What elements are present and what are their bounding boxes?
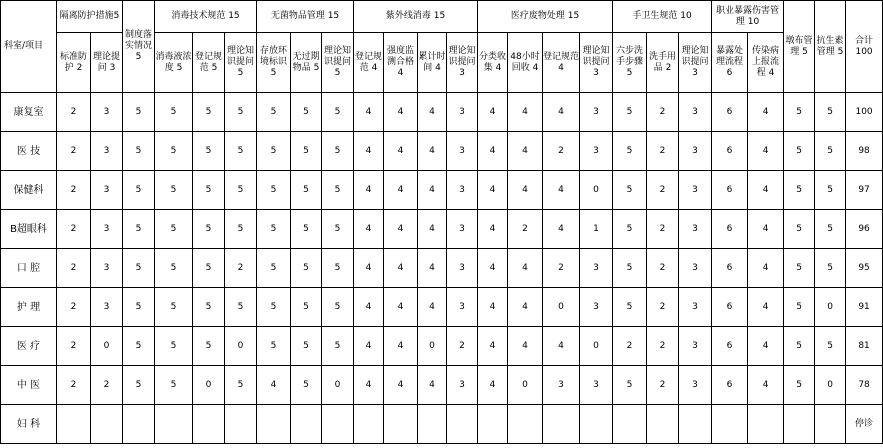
table-row: [1, 132, 883, 171]
dept-cell: 口 腔: [1, 249, 57, 288]
score-cell: 5: [613, 210, 647, 249]
score-cell: 2: [613, 327, 647, 366]
score-cell: 4: [354, 132, 384, 171]
score-cell: 4: [418, 93, 447, 132]
score-cell: 4: [384, 93, 418, 132]
score-cell: 5: [784, 249, 815, 288]
score-cell: [748, 405, 784, 444]
score-cell: 3: [580, 93, 613, 132]
score-cell: 3: [679, 93, 712, 132]
score-cell: 5: [322, 93, 354, 132]
score-cell: 4: [478, 366, 508, 405]
score-cell: 4: [748, 93, 784, 132]
score-cell: 0: [580, 327, 613, 366]
score-cell: 5: [225, 93, 257, 132]
score-cell: 5: [193, 132, 225, 171]
st-exp-header: 无过期物品 5: [291, 33, 322, 93]
uv-header: 紫外线消毒 15: [354, 1, 478, 33]
iso-std-header: 标准防护 2: [57, 33, 91, 93]
score-cell: 4: [354, 288, 384, 327]
antibiotic-header: 抗生素管理 5: [815, 1, 846, 93]
score-cell: 6: [712, 327, 748, 366]
score-cell: 5: [784, 327, 815, 366]
score-cell: [478, 405, 508, 444]
score-cell: 2: [647, 288, 679, 327]
score-cell: 5: [123, 210, 155, 249]
score-cell: 4: [354, 366, 384, 405]
score-cell: [155, 405, 193, 444]
score-cell: 5: [193, 93, 225, 132]
uv-time-header: 累计时间 4: [418, 33, 447, 93]
score-cell: 3: [447, 171, 478, 210]
score-cell: 0: [508, 366, 543, 405]
score-cell: 5: [225, 132, 257, 171]
score-cell: [447, 405, 478, 444]
score-cell: 5: [123, 132, 155, 171]
score-cell: 5: [291, 366, 322, 405]
score-cell: 5: [123, 366, 155, 405]
score-cell: 4: [384, 249, 418, 288]
table-row: [1, 249, 883, 288]
score-cell: 5: [784, 171, 815, 210]
score-cell: 5: [322, 171, 354, 210]
score-cell: 2: [57, 210, 91, 249]
dept-cell: 保健科: [1, 171, 57, 210]
score-cell: 5: [322, 327, 354, 366]
score-cell: 4: [418, 288, 447, 327]
score-cell: 5: [123, 249, 155, 288]
score-cell: 3: [543, 366, 580, 405]
score-cell: [193, 405, 225, 444]
iso-ask-header: 理论提问 3: [91, 33, 123, 93]
score-cell: 5: [193, 249, 225, 288]
score-cell: 5: [815, 249, 846, 288]
score-cell: 4: [257, 366, 291, 405]
score-cell: 5: [291, 93, 322, 132]
score-cell: 5: [613, 132, 647, 171]
score-cell: 3: [447, 210, 478, 249]
score-cell: [291, 405, 322, 444]
score-cell: [613, 405, 647, 444]
w-reg-header: 登记规范 4: [543, 33, 580, 93]
score-cell: 2: [647, 210, 679, 249]
score-cell: 5: [322, 132, 354, 171]
score-cell: 4: [418, 249, 447, 288]
score-cell: 0: [815, 288, 846, 327]
score-cell: 5: [225, 366, 257, 405]
w-48-header: 48小时回收 4: [508, 33, 543, 93]
score-cell: 5: [257, 171, 291, 210]
score-cell: [580, 405, 613, 444]
table-row: [1, 171, 883, 210]
st-env-header: 存放环境标识 5: [257, 33, 291, 93]
score-cell: 2: [57, 249, 91, 288]
score-cell: 2: [57, 366, 91, 405]
score-cell: 4: [354, 93, 384, 132]
score-cell: 4: [748, 210, 784, 249]
score-cell: 4: [478, 171, 508, 210]
system-header: 制度落实情况 5: [123, 1, 155, 93]
score-cell: 4: [478, 288, 508, 327]
score-cell: 3: [679, 249, 712, 288]
table-row: [1, 93, 883, 132]
score-cell: 5: [322, 288, 354, 327]
score-cell: 5: [193, 171, 225, 210]
score-cell: 5: [815, 210, 846, 249]
dept-cell: 妇 科: [1, 405, 57, 444]
score-cell: 5: [123, 171, 155, 210]
score-cell: 4: [354, 210, 384, 249]
score-cell: 3: [447, 249, 478, 288]
score-cell: 5: [815, 171, 846, 210]
score-cell: 2: [647, 171, 679, 210]
score-cell: 3: [91, 249, 123, 288]
score-cell: 5: [322, 210, 354, 249]
score-cell: [91, 405, 123, 444]
e-proc-header: 暴露处理流程 6: [712, 33, 748, 93]
score-cell: 4: [384, 210, 418, 249]
dept-cell: 医 疗: [1, 327, 57, 366]
dept-cell: 医 技: [1, 132, 57, 171]
score-cell: 5: [784, 366, 815, 405]
score-cell: 2: [647, 327, 679, 366]
disinfect-header: 消毒技术规范 15: [155, 1, 257, 33]
uv-ask-header: 理论知识提问 3: [447, 33, 478, 93]
exposure-header: 职业暴露伤害管理 10: [712, 1, 784, 33]
dis-ask-header: 理论知识提问 5: [225, 33, 257, 93]
score-cell: 5: [257, 93, 291, 132]
score-cell: 5: [613, 171, 647, 210]
score-cell: 0: [225, 327, 257, 366]
total-cell: 81: [846, 327, 883, 366]
score-cell: 2: [543, 132, 580, 171]
score-cell: 2: [447, 327, 478, 366]
score-cell: 3: [580, 249, 613, 288]
sterile-header: 无菌物品管理 15: [257, 1, 354, 33]
fabric-header: 墩布管理 5: [784, 1, 815, 93]
score-cell: 5: [193, 327, 225, 366]
score-cell: 4: [508, 327, 543, 366]
dept-header: 科室/项目: [1, 1, 57, 93]
score-cell: 5: [225, 171, 257, 210]
score-cell: 5: [155, 171, 193, 210]
score-cell: 5: [815, 327, 846, 366]
table-row: [1, 327, 883, 366]
score-cell: 0: [815, 366, 846, 405]
score-cell: 1: [580, 210, 613, 249]
total-cell: 100: [846, 93, 883, 132]
score-cell: [257, 405, 291, 444]
score-cell: 2: [543, 249, 580, 288]
score-cell: 4: [748, 288, 784, 327]
w-ask-header: 理论知识提问 3: [580, 33, 613, 93]
score-cell: 4: [384, 132, 418, 171]
score-cell: 0: [418, 327, 447, 366]
total-cell: 95: [846, 249, 883, 288]
score-cell: [784, 405, 815, 444]
total-cell: 停诊: [846, 405, 883, 444]
dept-cell: 护 理: [1, 288, 57, 327]
score-cell: [354, 405, 384, 444]
score-cell: 2: [647, 93, 679, 132]
score-cell: 5: [225, 210, 257, 249]
score-cell: 3: [580, 288, 613, 327]
score-cell: 2: [57, 171, 91, 210]
score-cell: 6: [712, 93, 748, 132]
score-cell: [384, 405, 418, 444]
score-cell: 4: [748, 366, 784, 405]
score-cell: 3: [91, 210, 123, 249]
score-cell: 5: [784, 132, 815, 171]
score-cell: 5: [257, 249, 291, 288]
table-body: [1, 93, 883, 444]
score-cell: 3: [580, 366, 613, 405]
dept-cell: 康复室: [1, 93, 57, 132]
score-cell: 2: [508, 210, 543, 249]
score-cell: [322, 405, 354, 444]
score-cell: 5: [291, 171, 322, 210]
score-cell: 6: [712, 210, 748, 249]
score-cell: 3: [91, 288, 123, 327]
score-cell: 3: [679, 132, 712, 171]
score-cell: 2: [647, 366, 679, 405]
total-cell: 91: [846, 288, 883, 327]
score-cell: 5: [613, 288, 647, 327]
score-cell: 0: [322, 366, 354, 405]
score-cell: 4: [508, 132, 543, 171]
total-cell: 96: [846, 210, 883, 249]
score-cell: 5: [784, 210, 815, 249]
table-row: [1, 405, 883, 444]
score-cell: [543, 405, 580, 444]
table-row: [1, 288, 883, 327]
hand-header: 手卫生规范 10: [613, 1, 712, 33]
score-cell: 5: [257, 288, 291, 327]
score-cell: 4: [543, 171, 580, 210]
score-cell: 2: [57, 93, 91, 132]
score-cell: 4: [478, 93, 508, 132]
header-row-categories: [1, 1, 883, 33]
score-cell: 4: [478, 210, 508, 249]
score-cell: 5: [613, 93, 647, 132]
score-cell: 4: [418, 132, 447, 171]
score-cell: 2: [647, 249, 679, 288]
score-cell: [815, 405, 846, 444]
score-cell: 6: [712, 249, 748, 288]
score-cell: 3: [679, 288, 712, 327]
h-six-header: 六步洗手步骤 5: [613, 33, 647, 93]
score-cell: 6: [712, 366, 748, 405]
table-row: [1, 210, 883, 249]
score-cell: 0: [193, 366, 225, 405]
score-cell: 4: [384, 366, 418, 405]
score-cell: 5: [123, 327, 155, 366]
score-cell: 2: [57, 132, 91, 171]
score-cell: 5: [155, 210, 193, 249]
score-cell: 5: [225, 288, 257, 327]
score-cell: [123, 405, 155, 444]
score-cell: 3: [679, 171, 712, 210]
score-cell: 6: [712, 288, 748, 327]
score-cell: 4: [748, 171, 784, 210]
score-cell: 4: [384, 171, 418, 210]
score-cell: 3: [91, 132, 123, 171]
score-cell: 4: [384, 288, 418, 327]
e-rep-header: 传染病上报流程 4: [748, 33, 784, 93]
score-cell: 5: [291, 210, 322, 249]
score-cell: 6: [712, 171, 748, 210]
score-cell: 4: [418, 366, 447, 405]
score-cell: 5: [155, 249, 193, 288]
waste-header: 医疗废物处理 15: [478, 1, 613, 33]
score-cell: [647, 405, 679, 444]
score-cell: 5: [193, 210, 225, 249]
total-cell: 97: [846, 171, 883, 210]
isolation-header: 隔离防护措施5: [57, 1, 123, 33]
score-cell: 5: [815, 132, 846, 171]
score-cell: 5: [815, 93, 846, 132]
score-cell: 4: [478, 327, 508, 366]
score-cell: 5: [784, 288, 815, 327]
uv-int-header: 强度监测合格 4: [384, 33, 418, 93]
score-cell: 4: [508, 249, 543, 288]
score-cell: [418, 405, 447, 444]
score-cell: 3: [447, 288, 478, 327]
total-header: 合计 100: [846, 1, 883, 93]
score-cell: 3: [447, 132, 478, 171]
score-cell: [225, 405, 257, 444]
score-cell: 4: [748, 249, 784, 288]
score-cell: 5: [613, 366, 647, 405]
score-cell: 5: [155, 288, 193, 327]
score-cell: 4: [508, 171, 543, 210]
score-cell: 0: [91, 327, 123, 366]
score-cell: 5: [193, 288, 225, 327]
score-cell: 5: [155, 366, 193, 405]
score-cell: [57, 405, 91, 444]
score-cell: 5: [613, 249, 647, 288]
score-cell: 5: [784, 93, 815, 132]
score-cell: [508, 405, 543, 444]
score-cell: 5: [123, 288, 155, 327]
score-cell: 5: [155, 132, 193, 171]
score-cell: 3: [679, 210, 712, 249]
score-cell: 4: [543, 210, 580, 249]
score-cell: 5: [155, 93, 193, 132]
score-cell: 0: [543, 288, 580, 327]
score-cell: 4: [543, 93, 580, 132]
score-cell: 4: [418, 171, 447, 210]
score-cell: 3: [447, 93, 478, 132]
score-cell: 5: [291, 249, 322, 288]
h-goods-header: 洗手用品 2: [647, 33, 679, 93]
total-cell: 98: [846, 132, 883, 171]
h-ask-header: 理论知识提问 3: [679, 33, 712, 93]
uv-reg-header: 登记规范 4: [354, 33, 384, 93]
table-row: [1, 366, 883, 405]
score-cell: 4: [384, 327, 418, 366]
score-cell: [712, 405, 748, 444]
score-cell: 4: [354, 171, 384, 210]
score-cell: 2: [57, 288, 91, 327]
score-cell: 3: [91, 93, 123, 132]
score-cell: 3: [91, 171, 123, 210]
score-cell: 3: [447, 366, 478, 405]
score-cell: 5: [123, 93, 155, 132]
st-ask-header: 理论知识提问 5: [322, 33, 354, 93]
score-cell: 4: [543, 327, 580, 366]
score-cell: 5: [291, 288, 322, 327]
total-cell: 78: [846, 366, 883, 405]
score-cell: 5: [322, 249, 354, 288]
score-cell: 4: [418, 210, 447, 249]
score-cell: 5: [257, 132, 291, 171]
score-cell: [679, 405, 712, 444]
score-cell: 4: [478, 249, 508, 288]
score-cell: 3: [580, 132, 613, 171]
dis-reg-header: 登记规范 5: [193, 33, 225, 93]
score-cell: 4: [354, 249, 384, 288]
score-cell: 4: [508, 288, 543, 327]
score-cell: 4: [478, 132, 508, 171]
score-cell: 5: [291, 132, 322, 171]
dept-cell: B超眼科: [1, 210, 57, 249]
w-sort-header: 分类收集 4: [478, 33, 508, 93]
score-cell: 4: [748, 132, 784, 171]
dis-conc-header: 消毒液浓度 5: [155, 33, 193, 93]
score-cell: 2: [647, 132, 679, 171]
score-cell: 5: [291, 327, 322, 366]
score-cell: 4: [748, 327, 784, 366]
score-cell: 5: [257, 210, 291, 249]
score-cell: 2: [57, 327, 91, 366]
score-cell: 4: [354, 327, 384, 366]
score-cell: 5: [257, 327, 291, 366]
score-cell: 3: [679, 327, 712, 366]
score-cell: 6: [712, 132, 748, 171]
score-cell: 4: [508, 93, 543, 132]
score-cell: 5: [155, 327, 193, 366]
score-cell: 3: [679, 366, 712, 405]
score-cell: 0: [580, 171, 613, 210]
score-cell: 2: [225, 249, 257, 288]
score-cell: 2: [91, 366, 123, 405]
dept-cell: 中 医: [1, 366, 57, 405]
